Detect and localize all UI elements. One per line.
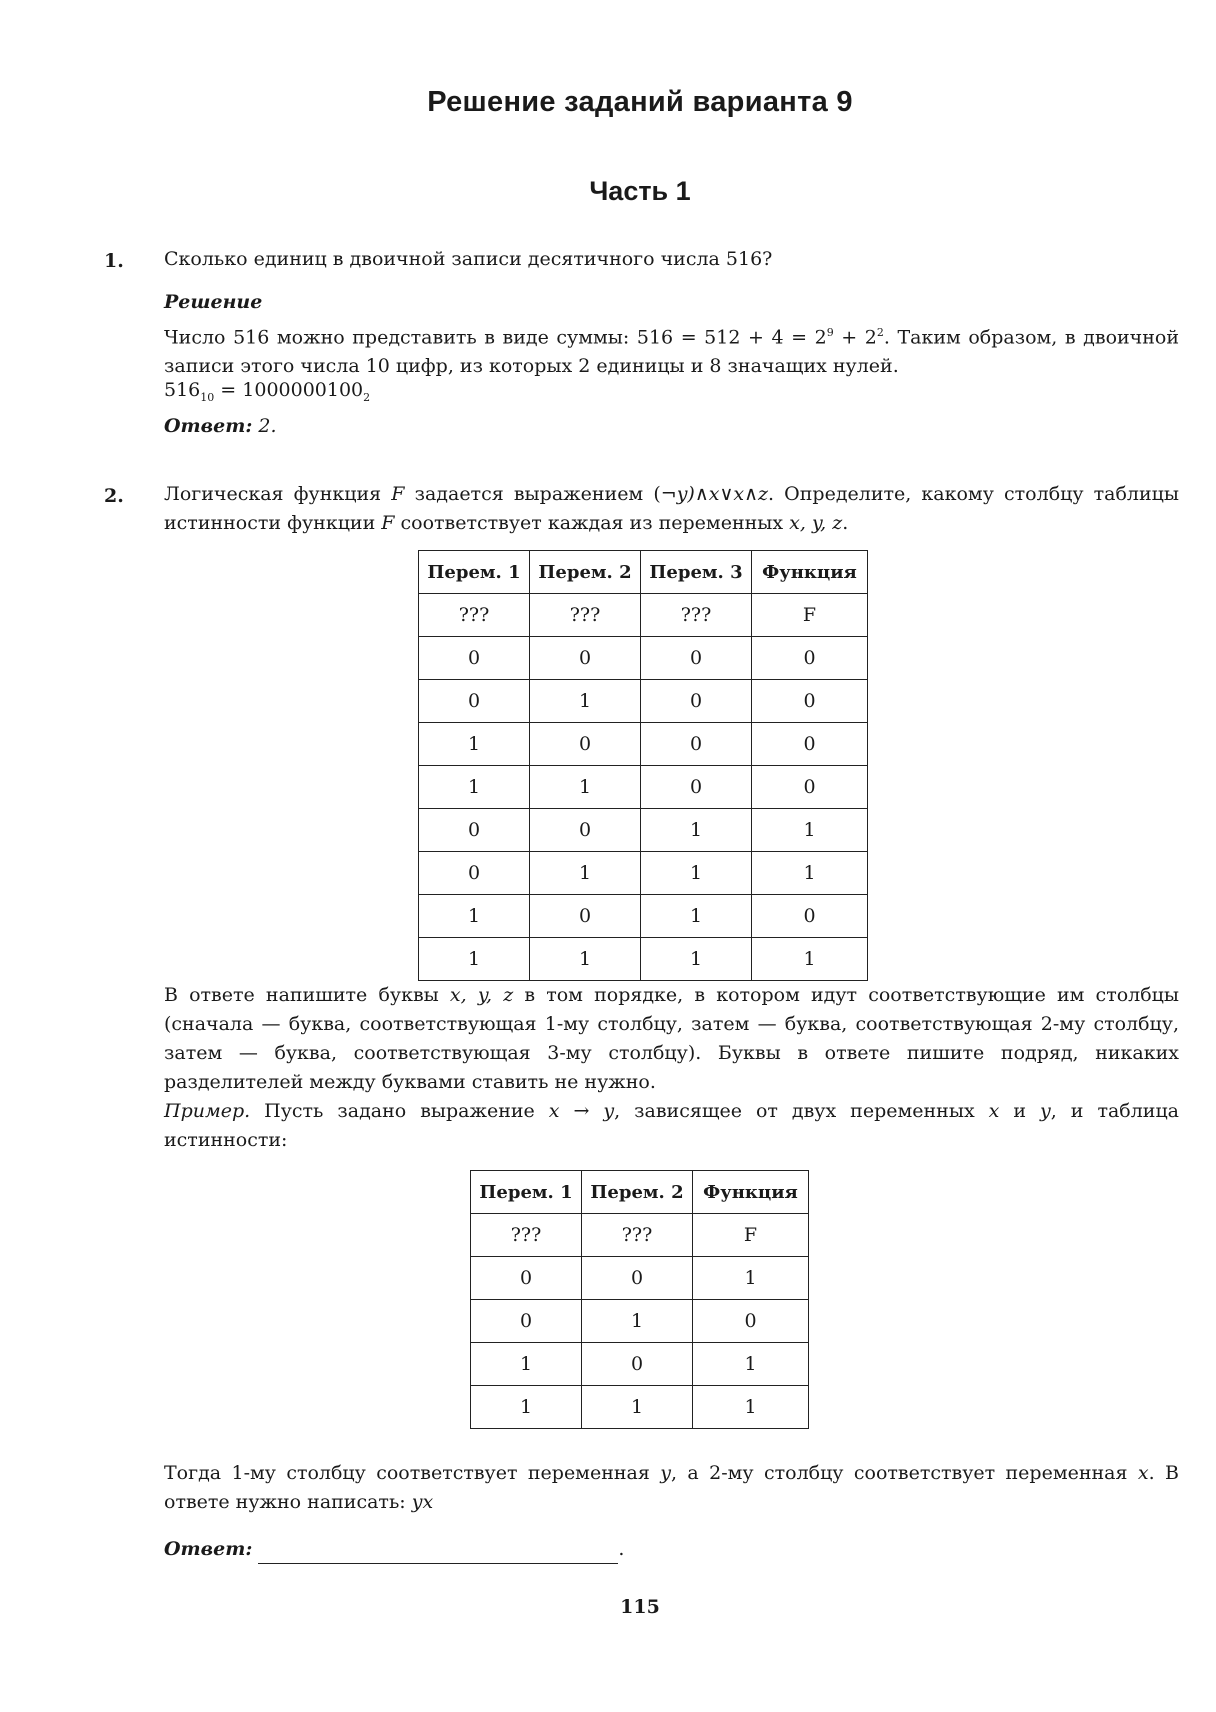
table1-row [419,594,868,637]
table1-cell: 1 [530,680,641,723]
q2-para1-b: в том порядке, в котором идут соответствующие им столбцы (сначала — буква, соответствующая 1-му столбцу, затем — буква, соответствующая 2-му столбцу, затем — буква, соответствующая 3-му столбцу). Буквы в ответе пишите подряд, никаких разделителей между буквами ставить не нужно. [164,984,1179,1093]
table1-cell: 0 [419,809,530,852]
q2-instructions [164,981,1179,1097]
table2-cell: 0 [471,1300,582,1343]
table2-cell: 1 [471,1386,582,1429]
q1-answer-value: 2. [252,415,277,437]
table1-row [419,680,868,723]
table1-cell: 0 [530,637,641,680]
table1-header-cell: Функция [752,551,868,594]
q2-example-expr: x → y [548,1100,615,1122]
q2-then-b: , а 2-му столбцу соответствует переменная [670,1462,1138,1484]
table1-cell: 1 [752,852,868,895]
table1-cell: 1 [530,852,641,895]
table2-cell: 0 [693,1300,809,1343]
q2-text-e: . [842,512,849,534]
table2-cell: 0 [471,1257,582,1300]
q2-then-y: y [660,1462,671,1484]
table2-cell: ??? [471,1214,582,1257]
table1-cell: 1 [641,895,752,938]
table1-cell: 1 [530,938,641,981]
table2-row [471,1300,809,1343]
q2-example [164,1097,1179,1155]
q1-conv-b: = 1000000100 [214,379,364,401]
q1-exp1: 9 [826,326,834,339]
q2-text-a: Логическая функция [164,483,392,505]
q2-text-c: . Определите, какому столбцу таблицы истинности функции [164,483,1180,534]
table1-cell: F [752,594,868,637]
q2-example-label: Пример. [164,1100,251,1122]
table1-cell: ??? [641,594,752,637]
table1-header-row [419,551,868,594]
truth-table-2 [470,1170,809,1429]
table1-cell: 1 [530,766,641,809]
q1-answer-label: Ответ: [164,415,253,437]
q2-text-F2: F [381,512,395,534]
q2-example-a: Пусть задано выражение [250,1100,549,1122]
q2-then-x: x [1137,1462,1149,1484]
q1-number: 1. [104,250,124,272]
table1-cell: 0 [419,680,530,723]
truth-table-1 [418,550,868,981]
table1-header-cell: Перем. 3 [641,551,752,594]
table2-row [471,1386,809,1429]
table1-cell: 0 [641,723,752,766]
table1-cell: 0 [530,895,641,938]
q2-example-c: и [999,1100,1041,1122]
table1-cell: 1 [752,938,868,981]
table1-cell: 0 [752,766,868,809]
q2-text-b: задается выражением (¬ [404,483,677,505]
page-number: 115 [620,1596,660,1618]
q2-then-c: . В ответе нужно написать: [164,1462,1179,1513]
table1-header-cell: Перем. 1 [419,551,530,594]
q1-solution-part-a: Число 516 можно представить в виде суммы: 516 = 512 + 4 = 2 [164,326,827,349]
table1-cell: 0 [641,680,752,723]
table1-cell: 0 [752,723,868,766]
table2-cell: ??? [582,1214,693,1257]
table1-cell: 1 [419,723,530,766]
table1-row [419,938,868,981]
page-title: Решение заданий варианта 9 [427,86,853,118]
q1-conv-sub1: 10 [200,390,215,404]
table2-cell: F [693,1214,809,1257]
q1-solution-text [164,318,1179,381]
q1-solution-label: Решение [164,291,263,313]
table2-row [471,1257,809,1300]
q2-text-d: соответствует каждая из переменных [394,512,790,534]
table2-cell: 1 [693,1343,809,1386]
table2-cell: 0 [582,1343,693,1386]
table2-row [471,1343,809,1386]
q2-para1-vars: x, y, z [449,984,514,1006]
table1-row [419,809,868,852]
table2-cell: 1 [693,1257,809,1300]
q1-solution-part-b: + 2 [833,326,877,349]
table1-cell: ??? [530,594,641,637]
q2-then-a: Тогда 1-му столбцу соответствует переменная [164,1462,661,1484]
table2-header-cell: Перем. 2 [582,1171,693,1214]
q1-exp2: 2 [876,326,884,339]
table1-row [419,766,868,809]
table2-cell: 0 [582,1257,693,1300]
part-heading: Часть 1 [589,176,691,206]
table1-row [419,852,868,895]
table2-header-cell: Перем. 1 [471,1171,582,1214]
q2-answer-label: Ответ: [164,1538,253,1560]
table1-cell: 1 [641,809,752,852]
q1-question: Сколько единиц в двоичной записи десятичного числа 516? [164,248,773,270]
table1-row [419,723,868,766]
q2-number: 2. [104,485,124,507]
q2-text-F: F [391,483,405,505]
q1-answer [164,412,1179,441]
table1-cell: 0 [752,637,868,680]
table2-header-row [471,1171,809,1214]
q2-example-b: , зависящее от двух переменных [614,1100,989,1122]
table1-cell: 1 [419,938,530,981]
q1-solution-part-c: . Таким образом, в двоичной записи этого числа 10 цифр, из которых 2 единицы и 8 значащих нулей. [164,326,1179,378]
table1-cell: 0 [641,637,752,680]
table1-cell: ??? [419,594,530,637]
table1-cell: 1 [752,809,868,852]
q2-answer-row [164,1535,1179,1564]
table2-row [471,1214,809,1257]
table2-cell: 1 [582,1300,693,1343]
q2-answer-end: . [618,1538,625,1560]
table2-cell: 1 [471,1343,582,1386]
q2-para1-a: В ответе напишите буквы [164,984,450,1006]
table2-cell: 1 [582,1386,693,1429]
table2-header-cell: Функция [693,1171,809,1214]
table1-header-cell: Перем. 2 [530,551,641,594]
q2-text-vars: x, y, z [789,512,843,534]
q2-example-x: x [988,1100,1000,1122]
table1-cell: 0 [419,637,530,680]
table1-row [419,895,868,938]
table1-cell: 1 [641,852,752,895]
q2-example-d: , и таблица истинности: [164,1100,1179,1151]
answer-blank-line[interactable] [258,1541,618,1564]
table1-cell: 0 [752,680,868,723]
table1-cell: 0 [419,852,530,895]
q2-example-y: y [1040,1100,1051,1122]
table1-row [419,637,868,680]
q2-explanation [164,1459,1179,1517]
q2-question [164,480,1179,538]
table1-cell: 1 [641,938,752,981]
table1-cell: 1 [419,766,530,809]
q1-conv-sub2: 2 [363,390,371,404]
table1-cell: 0 [641,766,752,809]
table1-cell: 1 [419,895,530,938]
q2-text-expr: y)∧x∨x∧z [676,483,768,505]
q1-conversion [164,376,1179,412]
table2-cell: 1 [693,1386,809,1429]
q1-conv-a: 516 [164,379,201,401]
q2-then-ans: yx [411,1491,434,1513]
table1-cell: 0 [530,809,641,852]
table1-cell: 0 [530,723,641,766]
table1-cell: 0 [752,895,868,938]
